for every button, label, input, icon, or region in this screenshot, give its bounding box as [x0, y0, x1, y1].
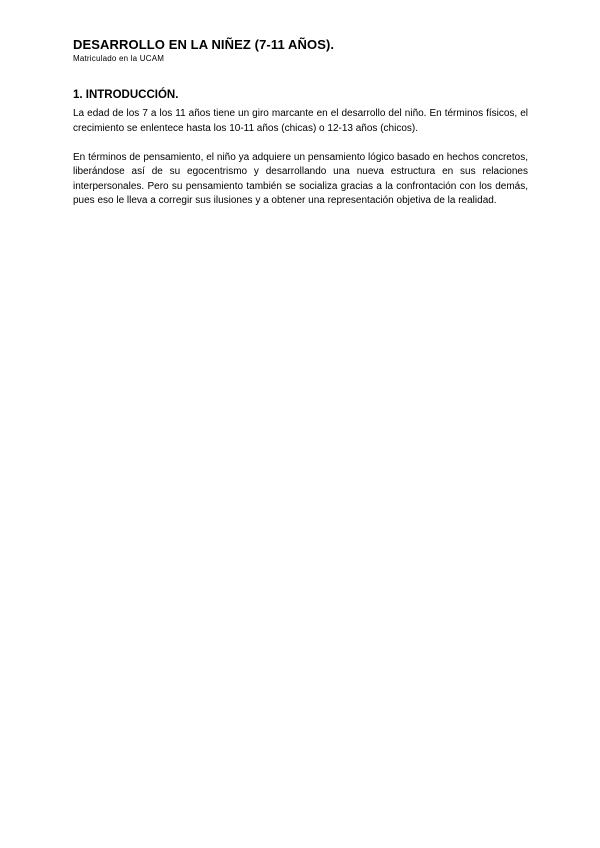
- paragraph: En términos de pensamiento, el niño ya adquiere un pensamiento lógico basado en hechos concretos, liberándose así de su egocentrismo y desarrollando una nueva estructura en sus relaciones interpersonales. Pero su pensamiento también se socializa gracias a la confrontación con los demás, pues eso le lleva a corregir sus ilusiones y a obtener una representación objetiva de la realidad.: [73, 151, 528, 206]
- document-subtitle: Matriculado en la UCAM: [73, 54, 165, 63]
- section-heading: 1. INTRODUCCIÓN.: [73, 89, 179, 101]
- document-content: [73, 37, 528, 209]
- document-title: DESARROLLO EN LA NIÑEZ (7-11 AÑOS).: [73, 37, 335, 52]
- paragraph: La edad de los 7 a los 11 años tiene un giro marcante en el desarrollo del niño. En términos físicos, el crecimiento se enlentece hasta los 10-11 años (chicas) o 12-13 años (chicos).: [73, 108, 528, 134]
- section-introduction: [73, 88, 528, 209]
